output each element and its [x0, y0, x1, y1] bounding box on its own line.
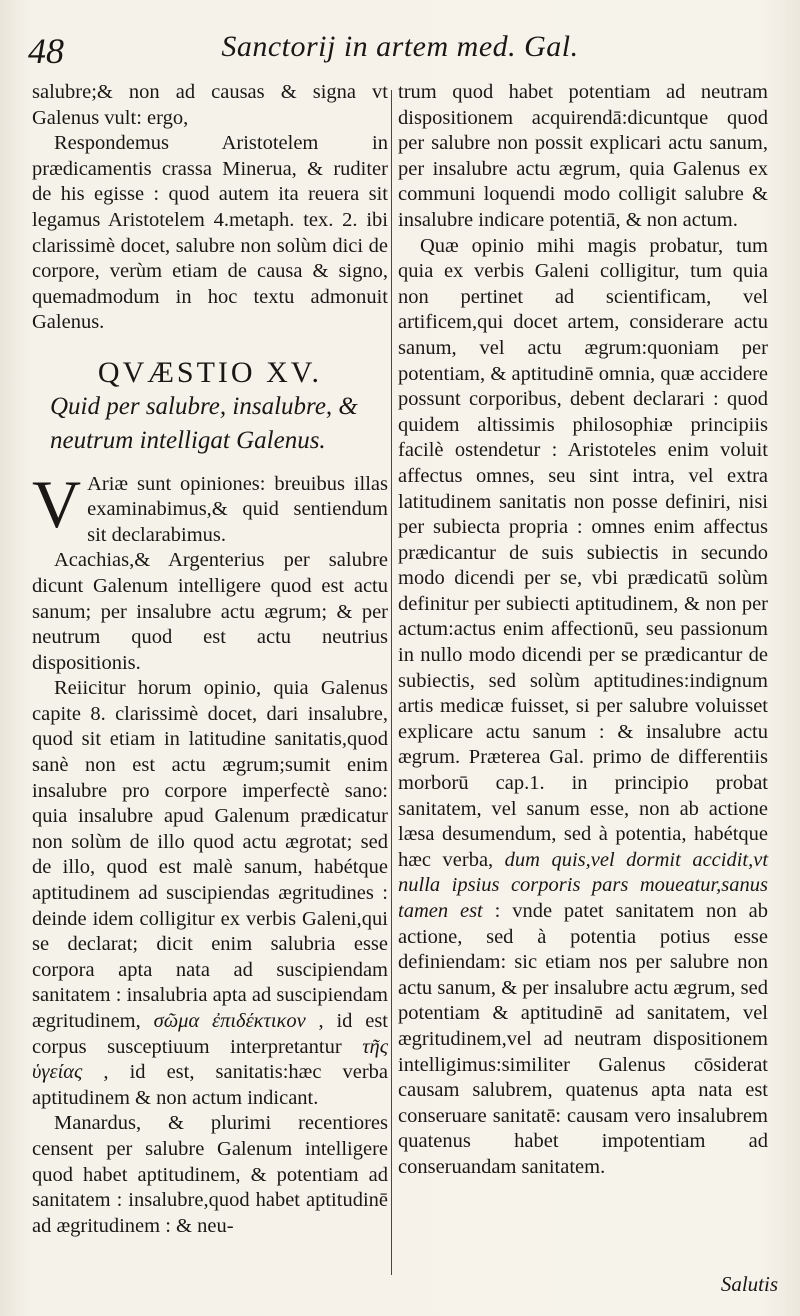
question-heading: QVÆSTIO XV.	[97, 355, 323, 389]
right-paragraph-2	[398, 234, 768, 1181]
page-number: 48	[28, 31, 64, 71]
greek-phrase-1: σῶμα ἐπιδέκτικον	[153, 1010, 306, 1032]
question-subtitle: Quid per salubre, insalubre, & neutrum intelligat Galenus.	[50, 392, 358, 454]
left-paragraph-3-text: Ariæ sunt opiniones: breuibus illas examinabimus,& quid sentiendum sit declarabimus.	[87, 472, 388, 546]
running-head: Sanctorij in artem med. Gal.	[221, 30, 579, 63]
left-paragraph-5-part-a: Reiicitur horum opinio, quia Galenus capite 8. clarissimè docet, dari insalubre, quod sit etiam in latitudine sanitatis,quod sanè non est actu ægrum;sumit enim insalubre pro corpore imperfectè sano: quia insalubre apud Galenum prædicatur non solùm de illo quod actu ægrotat; sed de illo, quod est malè sanum, habétque aptitudinem ad suscipiendas ægritudines : deinde idem colligitur ex verbis Galeni,qui se declarat; dicit enim salubria esse corpora apta nata ad suscipiendam sanitatem : insalubria apta ad suscipiendam ægritudinem,	[32, 677, 388, 1032]
left-paragraph-1: salubre;& non ad causas & signa vt Galenus vult: ergo,	[32, 81, 388, 129]
left-paragraph-3	[32, 465, 388, 549]
right-column	[398, 80, 768, 1181]
galen-quotation: dum quis,vel dormit accidit,vt nulla ipsius corporis pars moueatur,sanus tamen est	[398, 848, 769, 922]
left-paragraph-2: Respondemus Aristotelem in prædicamentis crassa Minerua, & ruditer de his egisse : quod autem ita reuera sit legamus Aristotelem 4.metaph. tex. 2. ibi clarissimè docet, salubre non solùm dici de corpore, verùm etiam de causa & signo, quemadmodum in hoc textu admonuit Galenus.	[32, 132, 388, 334]
greek-phrase-2: τῆς ὑγείας	[32, 1035, 389, 1084]
left-paragraph-5-part-b: , id est corpus susceptiuum interpretantur	[32, 1010, 389, 1058]
catchword: Salutis	[720, 1272, 778, 1296]
page-header	[24, 26, 776, 76]
left-paragraph-5	[32, 676, 388, 1111]
right-paragraph-1: trum quod habet potentiam ad neutram dispositionem acquirendā:dicuntque quod per salubre non possit explicari actu sanum, per insalubre actu ægrum, quia Galenus ex communi loquendi modo colligit salubre & insalubre indicare potentiā, & non actum.	[398, 81, 768, 231]
right-paragraph-2-part-b: : vnde patet sanitatem non ab actione, sed à potentia potius esse definiendam: sic etiam nos per salubre non actu sanum, & per insalubre actu ægrum, sed potentiam & aptitudinē ad sanitatem, vel ægritudinem,vel ad neutram dispositionem intelligimus:similiter Galenus cōsiderat causam salubrem, quatenus apta nata est conseruare sanitatē: causam vero insalubrem quatenus habet impotentiam ad conseruandam sanitatem.	[398, 900, 769, 1178]
drop-cap: V	[32, 465, 82, 542]
column-divider	[391, 90, 392, 1275]
left-paragraph-6: Manardus, & plurimi recentiores censent per salubre Galenum intelligere quod habet aptitudinem, & potentiam ad sanitatem : insalubre,quod habet aptitudinē ad ægritudinem : & neu-	[32, 1112, 388, 1237]
left-paragraph-4: Acachias,& Argenterius per salubre dicunt Galenum intelligere quod est actu sanum; per insalubre actu ægrum; & per neutrum quod est actu neutrius dispositionis.	[32, 549, 388, 674]
left-column	[32, 80, 388, 1239]
right-paragraph-2-part-a: Quæ opinio mihi magis probatur, tum quia ex verbis Galeni colligitur, tum quia non pertinet ad scientificam, vel artificem,qui docet artem, considerare actu sanum, vel actu ægrum:quoniam per potentiam, & aptitudinē omnia, quæ accidere possunt corporibus, debent declarari : quod quidem altissimis philosophiæ principiis facilè ostendetur : Aristoteles enim voluit affectus omnes, seu sint intra, vel extra latitudinem sanitatis non posse definiri, nisi per subiecta propria : omnes enim affectus prædicantur de suis subiectis in secundo modo dicendi per se, vbi prædicatū solùm definitur per subiecti aptitudinem, & non per actum:actus enim affectionū, seu passionum in nullo modo dicendi per se prædicantur de subiectis, sed solùm aptitudines:indignum artis medicæ fuisset, si per salubre voluisset explicare actu sanum : & insalubre actu ægrum. Præterea Gal. primo de differentiis morborū cap.1. in principio probat sanitatem, vel sanum esse, non ab actione læsa desumendum, sed à potentia, habétque hæc verba,	[398, 234, 768, 871]
left-paragraph-5-part-c: , id est, sanitatis:hæc verba aptitudinem & non actum indicant.	[32, 1061, 389, 1109]
